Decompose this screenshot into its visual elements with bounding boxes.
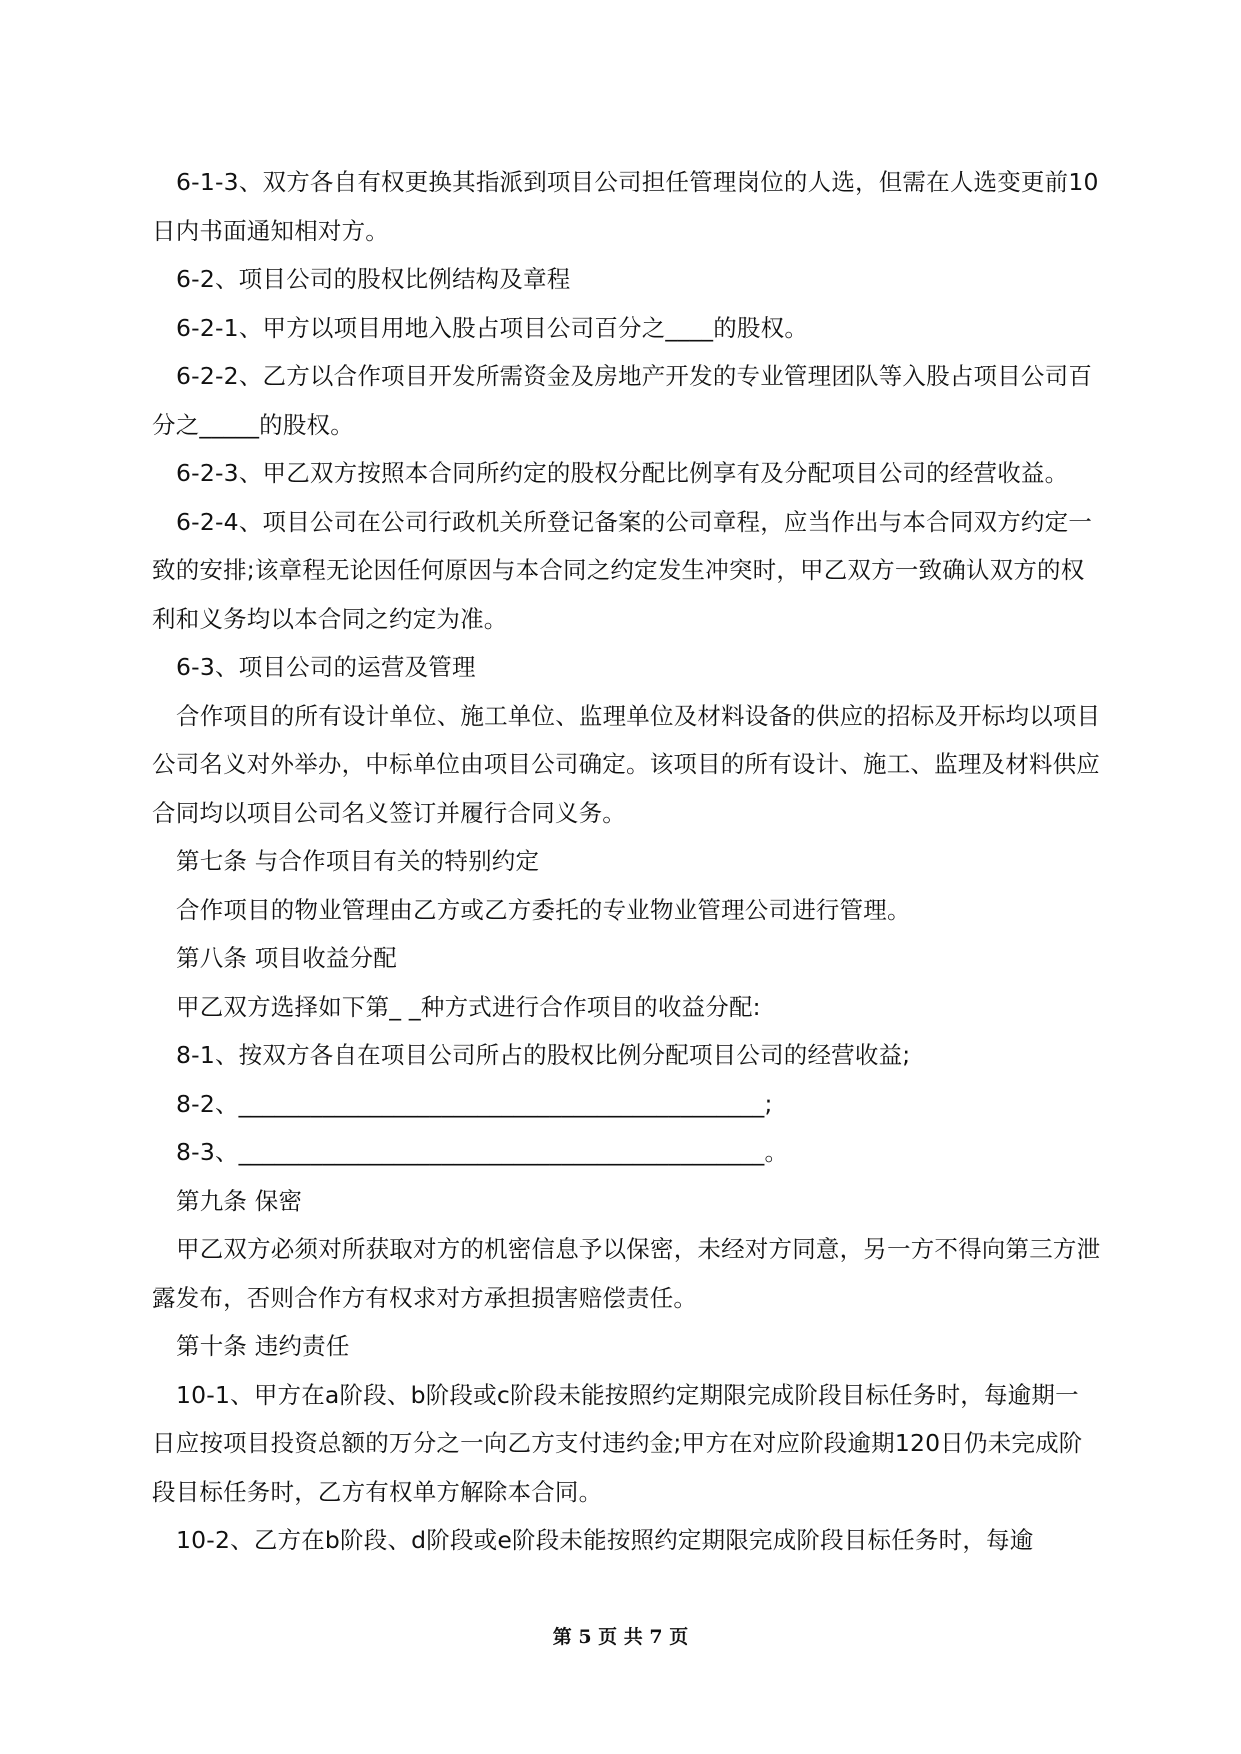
paragraph: 6-2-2、乙方以合作项目开发所需资金及房地产开发的专业管理团队等入股占项目公司百分之_____的股权。	[152, 362, 1093, 439]
paragraph: 8-1、按双方各自在项目公司所占的股权比例分配项目公司的经营收益;	[176, 1041, 911, 1069]
page-footer: 第 5 页 共 7 页	[552, 1626, 689, 1648]
paragraph: 甲乙双方必须对所获取对方的机密信息予以保密，未经对方同意，另一方不得向第三方泄露发布，否则合作方有权求对方承担损害赔偿责任。	[152, 1235, 1101, 1312]
paragraph: 第八条 项目收益分配	[176, 944, 397, 972]
paragraph: 第七条 与合作项目有关的特别约定	[176, 847, 540, 875]
paragraph: 6-2-1、甲方以项目用地入股占项目公司百分之____的股权。	[176, 313, 809, 342]
paragraph: 合作项目的物业管理由乙方或乙方委托的专业物业管理公司进行管理。	[176, 895, 911, 924]
paragraph: 8-3、____________________________________________。	[176, 1138, 789, 1166]
paragraph: 6-2、项目公司的股权比例结构及章程	[176, 265, 571, 293]
paragraph: 8-2、____________________________________________;	[176, 1089, 773, 1118]
paragraph: 6-2-3、甲乙双方按照本合同所约定的股权分配比例享有及分配项目公司的经营收益。	[176, 459, 1069, 487]
paragraph: 6-1-3、双方各自有权更换其指派到项目公司担任管理岗位的人选，但需在人选变更前10日内书面通知相对方。	[152, 168, 1099, 245]
paragraph: 第九条 保密	[176, 1186, 303, 1215]
paragraph: 第十条 违约责任	[176, 1332, 350, 1360]
paragraph: 10-2、乙方在b阶段、d阶段或e阶段未能按照约定期限完成阶段目标任务时，每逾	[176, 1526, 1034, 1554]
paragraph: 10-1、甲方在a阶段、b阶段或c阶段未能按照约定期限完成阶段目标任务时，每逾期一日应按项目投资总额的万分之一向乙方支付违约金;甲方在对应阶段逾期120日仍未完成阶段目标任务时，乙方有权单方解除本合同。	[152, 1380, 1083, 1506]
paragraph: 6-2-4、项目公司在公司行政机关所登记备案的公司章程，应当作出与本合同双方约定一致的安排;该章程无论因任何原因与本合同之约定发生冲突时，甲乙双方一致确认双方的权利和义务均以本合同之约定为准。	[152, 507, 1093, 633]
paragraph: 合作项目的所有设计单位、施工单位、监理单位及材料设备的供应的招标及开标均以项目公司名义对外举办，中标单位由项目公司确定。该项目的所有设计、施工、监理及材料供应合同均以项目公司名义签订并履行合同义务。	[152, 701, 1101, 827]
paragraph: 6-3、项目公司的运营及管理	[176, 653, 476, 681]
paragraph: 甲乙双方选择如下第_ _种方式进行合作项目的收益分配:	[176, 992, 761, 1021]
document-body	[152, 158, 1102, 1565]
